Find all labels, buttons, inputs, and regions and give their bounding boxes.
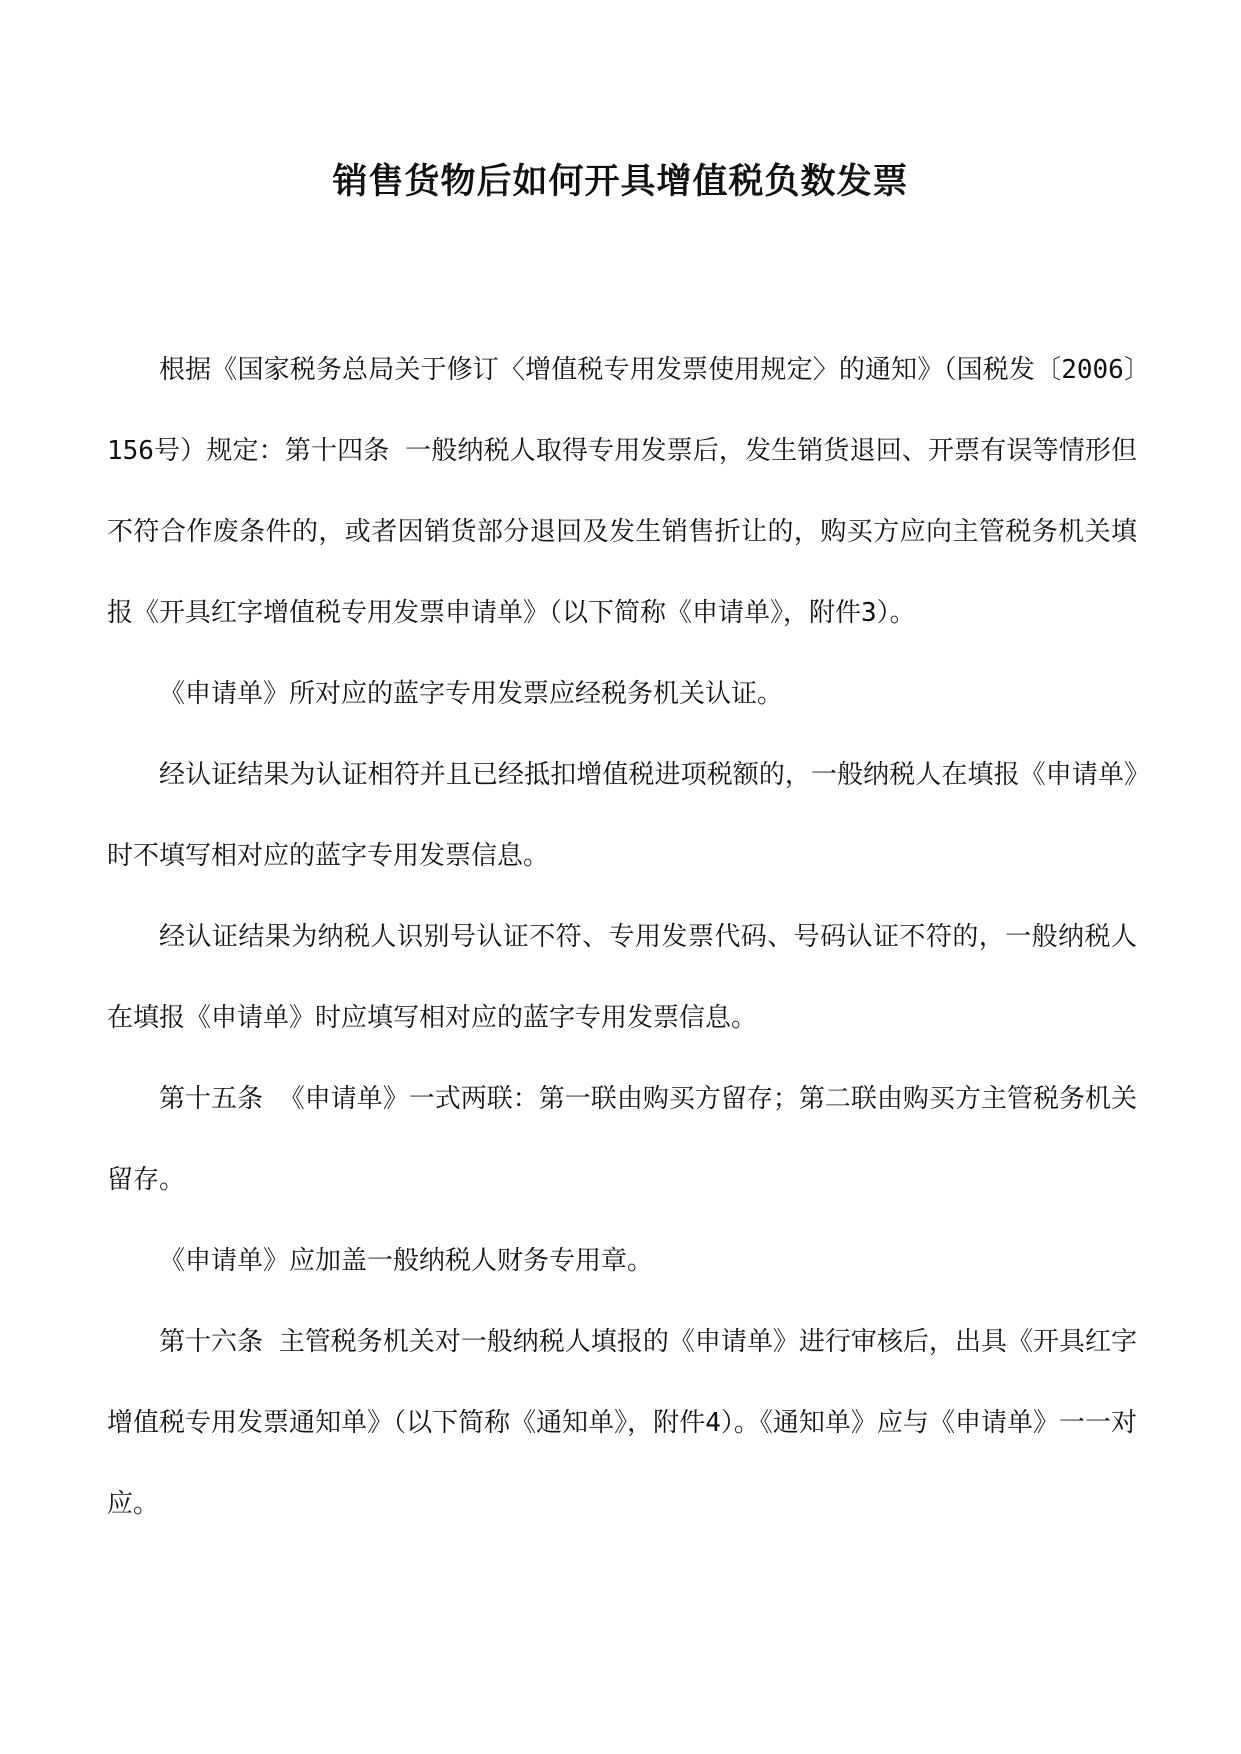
document-body [107, 330, 1137, 1545]
paragraph-certified-mismatch: 经认证结果为纳税人识别号认证不符、专用发票代码、号码认证不符的，一般纳税人在填报《申请单》时应填写相对应的蓝字专用发票信息。 [107, 922, 1137, 1033]
paragraph-article-16: 第十六条 主管税务机关对一般纳税人填报的《申请单》进行审核后，出具《开具红字增值税专用发票通知单》（以下简称《通知单》，附件4）。《通知单》应与《申请单》一一对应。 [107, 1327, 1137, 1519]
document-title: 销售货物后如何开具增值税负数发票 [332, 162, 909, 202]
paragraph-regulation-article-14: 根据《国家税务总局关于修订〈增值税专用发票使用规定〉的通知》（国税发〔2006〕156号）规定：第十四条 一般纳税人取得专用发票后，发生销货退回、开票有误等情形但不符合作废条件的，或者因销货部分退回及发生销售折让的，购买方应向主管税务机关填报《开具红字增值税专用发票申请单》（以下简称《申请单》，附件3）。 [107, 355, 1137, 628]
paragraph-seal: 《申请单》应加盖一般纳税人财务专用章。 [159, 1246, 654, 1276]
paragraph-certification: 《申请单》所对应的蓝字专用发票应经税务机关认证。 [159, 679, 784, 709]
paragraph-certified-match: 经认证结果为认证相符并且已经抵扣增值税进项税额的，一般纳税人在填报《申请单》时不填写相对应的蓝字专用发票信息。 [107, 760, 1137, 871]
paragraph-article-15: 第十五条 《申请单》一式两联：第一联由购买方留存；第二联由购买方主管税务机关留存。 [107, 1084, 1137, 1195]
